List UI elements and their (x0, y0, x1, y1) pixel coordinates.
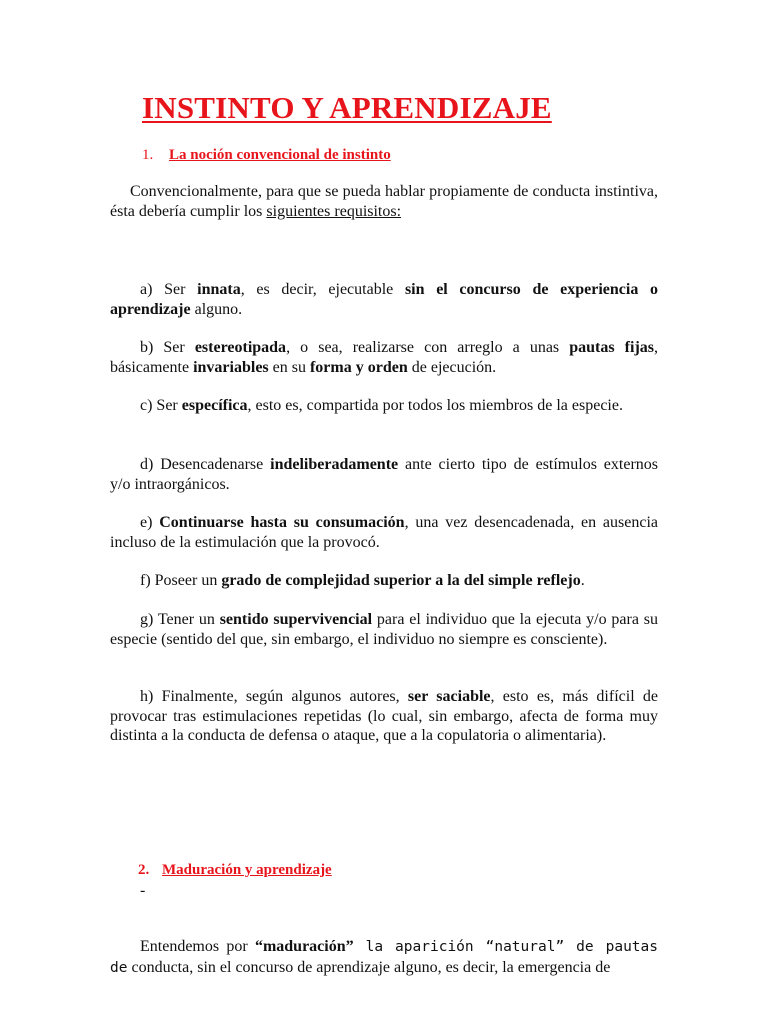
bold-term: estereotipada (194, 339, 287, 356)
requirement-text: h) Finalmente, según algunos autores, (140, 688, 408, 705)
bold-term: grado de complejidad superior a la del simple reflejo (221, 572, 581, 589)
requirement-h (110, 687, 658, 746)
requirement-text: en su (268, 358, 310, 376)
requirement-text: para el individuo que la ejecuta y/o para su especie (sentido del que, sin embargo, el individuo no siempre es consciente). (110, 611, 659, 648)
section-1-title: La noción convencional de instinto (169, 147, 391, 163)
requirement-e (110, 513, 658, 552)
requirement-text: de ejecución. (407, 358, 497, 376)
requirement-text: , una vez desencadenada, en ausencia incluso de la estimulación que la provocó. (110, 514, 659, 551)
requirement-text: alguno. (190, 300, 243, 318)
document-title: INSTINTO Y APRENDIZAJE (142, 90, 552, 125)
intro-underlined: siguientes requisitos: (266, 202, 402, 220)
dash-mark: - (140, 882, 146, 899)
requirement-c (110, 396, 658, 416)
requirement-text: c) Ser (140, 397, 182, 414)
bold-term: Continuarse hasta su consumación (159, 514, 405, 531)
section-1-heading (142, 146, 391, 165)
bold-term: sin el concurso de experiencia o aprendizaje (110, 281, 659, 318)
bold-term: pautas fijas (569, 339, 654, 356)
requirement-text: , básicamente (110, 339, 658, 376)
requirement-f (110, 571, 658, 591)
intro-paragraph (110, 182, 658, 221)
bold-term: innata (197, 281, 241, 298)
bold-term: indeliberadamente (270, 456, 399, 473)
closing-before: Entendemos por (140, 938, 255, 955)
closing-paragraph (110, 937, 658, 978)
requirement-text: , o sea, realizarse con arreglo a unas (286, 339, 570, 356)
requirement-text: g) Tener un (140, 611, 220, 628)
requirement-text: d) Desencadenarse (140, 456, 271, 473)
requirement-text: , esto es, más difícil de provocar tras estimulaciones repetidas (lo cual, sin embargo, afecta de forma muy distinta a la conducta de defensa o ataque, que a la copulatoria o alimentaria). (110, 688, 659, 744)
requirement-text: a) Ser (140, 281, 198, 298)
requirement-text: , esto es, compartida por todos los miembros de la especie. (247, 397, 623, 414)
requirement-text: e) (140, 514, 160, 531)
requirement-text: ante cierto tipo de estímulos externos y/o intraorgánicos. (110, 456, 659, 493)
bold-term: invariables (193, 358, 269, 376)
bold-term: forma y orden (309, 358, 408, 376)
bold-term: sentido supervivencial (219, 611, 373, 628)
section-2-heading (138, 861, 332, 880)
requirement-text: f) Poseer un (140, 572, 222, 589)
section-2-number: 2. (138, 862, 150, 878)
requirement-text: , es decir, ejecutable (240, 281, 405, 298)
closing-bold: “maduración” (254, 938, 354, 955)
requirement-text: b) Ser (140, 339, 195, 356)
closing-after: conducta, sin el concurso de aprendizaje alguno, es decir, la emergencia de (127, 958, 611, 976)
closing-mono: la aparición “natural” de pautas de (110, 939, 659, 976)
intro-text: Convencionalmente, para que se pueda hablar propiamente de conducta instintiva, ésta debería cumplir los (110, 183, 658, 220)
section-1-number: 1. (142, 147, 154, 163)
requirement-b (110, 338, 658, 377)
section-2-title: Maduración y aprendizaje (162, 862, 332, 878)
bold-term: específica (181, 397, 248, 414)
bold-term: ser saciable (407, 688, 491, 705)
requirement-g (110, 610, 658, 649)
requirement-a (110, 280, 658, 319)
requirement-text: . (580, 572, 585, 589)
requirement-d (110, 455, 658, 494)
